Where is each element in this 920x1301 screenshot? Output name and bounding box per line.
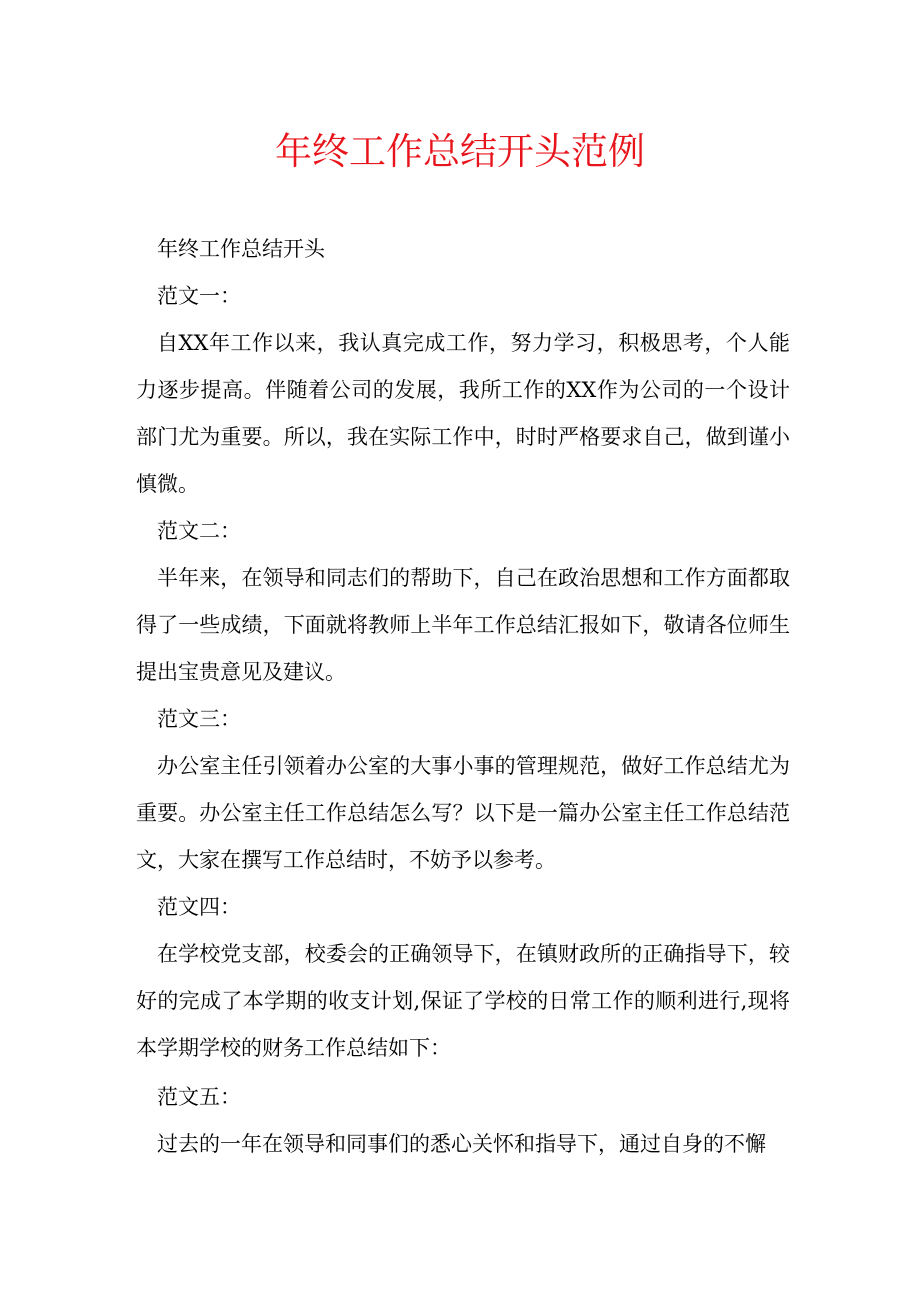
section-label-3: 范文三：: [157, 707, 241, 731]
section-text-2: 半年来，在领导和同志们的帮助下，自己在政治思想和工作方面都取得了一些成绩，下面就将教师上半年工作总结汇报如下，敬请各位师生提出宝贵意见及建议。: [136, 566, 790, 684]
section-label-1: 范文一：: [157, 284, 241, 308]
document-body: [136, 226, 790, 1168]
document-title: 年终工作总结开头范例: [275, 130, 645, 173]
section-label-2: 范文二：: [157, 519, 241, 543]
section-text-3: 办公室主任引领着办公室的大事小事的管理规范，做好工作总结尤为重要。办公室主任工作总结怎么写？以下是一篇办公室主任工作总结范文，大家在撰写工作总结时，不妨予以参考。: [136, 754, 790, 872]
section-text-1: 自XX年工作以来，我认真完成工作，努力学习，积极思考，个人能力逐步提高。伴随着公司的发展，我所工作的XX作为公司的一个设计部门尤为重要。所以，我在实际工作中，时时严格要求自己，做到谨小慎微。: [136, 331, 790, 496]
intro-heading: 年终工作总结开头: [157, 237, 325, 261]
section-text-5: 过去的一年在领导和同事们的悉心关怀和指导下，通过自身的不懈: [157, 1132, 766, 1156]
section-text-4: 在学校党支部，校委会的正确领导下，在镇财政所的正确指导下，较好的完成了本学期的收支计划,保证了学校的日常工作的顺利进行,现将本学期学校的财务工作总结如下：: [136, 942, 790, 1060]
section-label-5: 范文五：: [157, 1085, 241, 1109]
section-label-4: 范文四：: [157, 895, 241, 919]
